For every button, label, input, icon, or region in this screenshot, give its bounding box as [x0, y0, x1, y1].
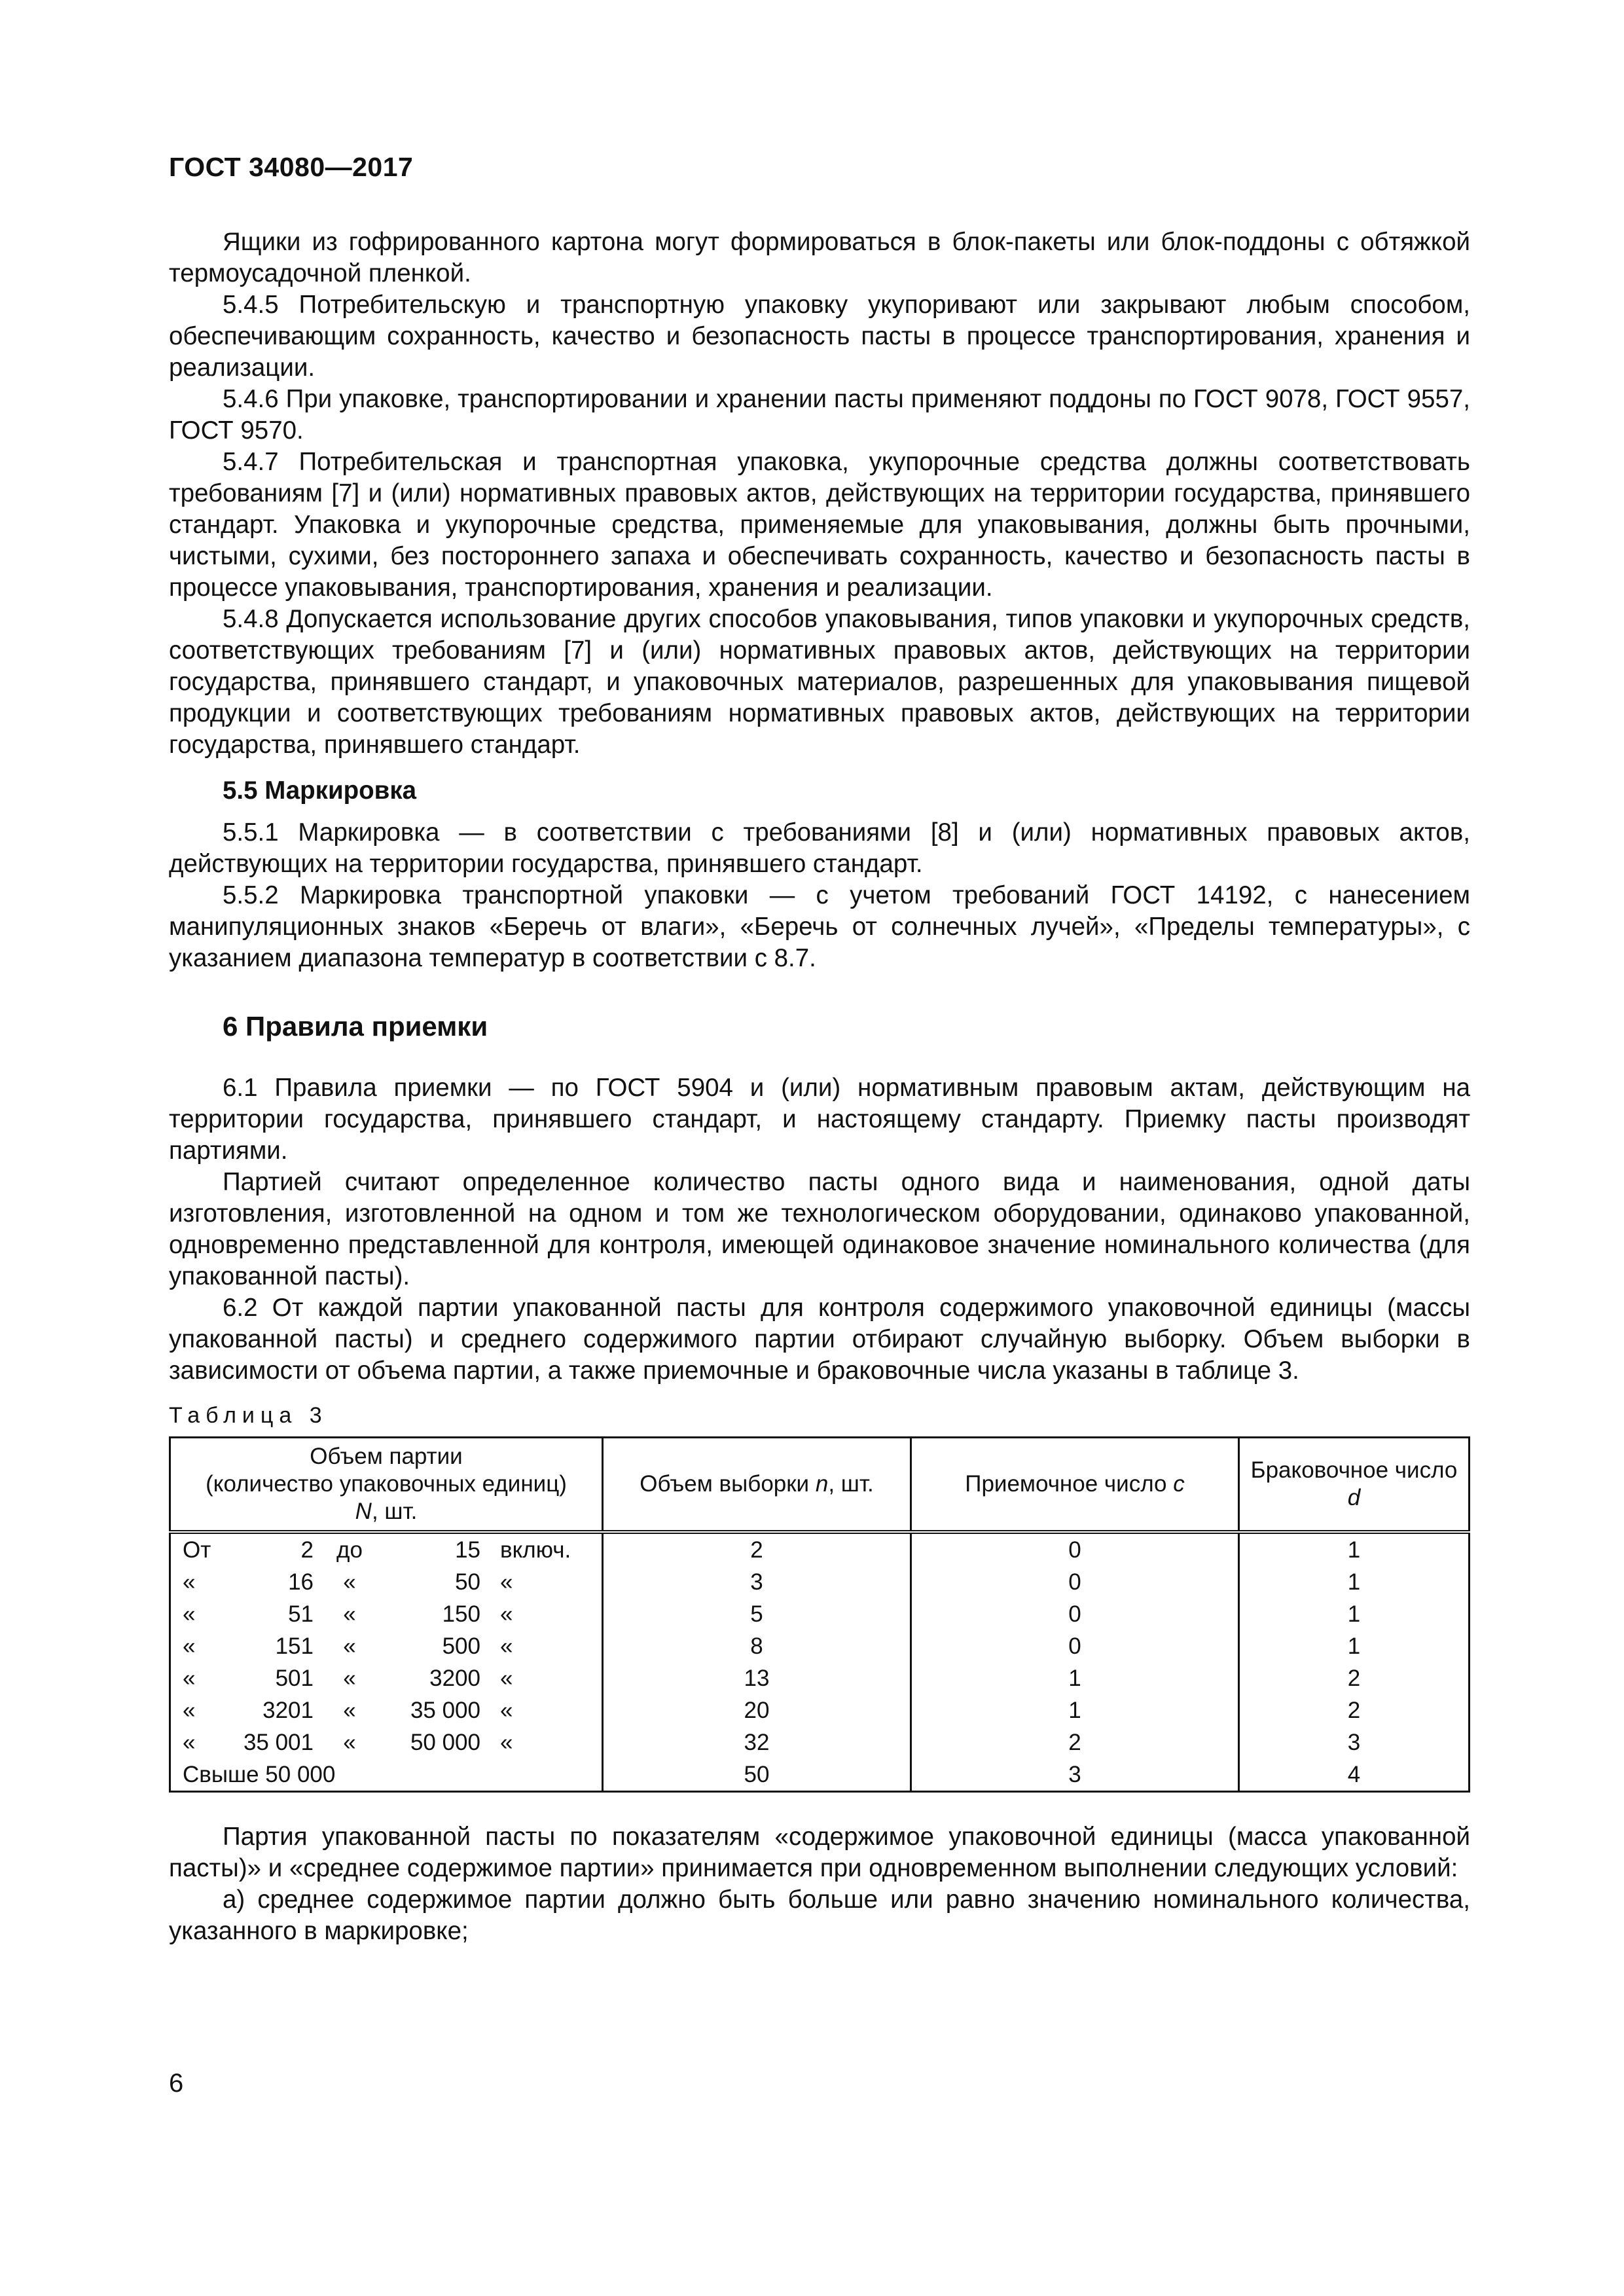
range-prefix: «	[183, 1601, 196, 1627]
range-prefix: От	[183, 1537, 211, 1563]
sample-size-cell: 32	[603, 1726, 911, 1758]
acceptance-cell: 0	[911, 1598, 1239, 1630]
sample-size-cell: 13	[603, 1662, 911, 1694]
sample-size-cell: 50	[603, 1758, 911, 1792]
acceptance-cell: 0	[911, 1532, 1239, 1566]
lot-range-cell	[170, 1694, 603, 1726]
range-from: 51	[288, 1601, 314, 1627]
header-rejection-var: d	[1347, 1485, 1361, 1510]
range-from: 3201	[262, 1698, 314, 1723]
table-row	[170, 1758, 1470, 1792]
range-to-word: «	[343, 1666, 356, 1691]
range-suffix: «	[500, 1569, 513, 1595]
rejection-cell: 2	[1239, 1662, 1470, 1694]
header-lot-size-var: N	[355, 1499, 372, 1524]
range-suffix: «	[500, 1601, 513, 1627]
range-suffix: «	[500, 1666, 513, 1691]
sample-size-cell: 2	[603, 1532, 911, 1566]
paragraph-6-2: 6.2 От каждой партии упакованной пасты для контроля содержимого упаковочной единицы (массы упакованной пасты) и среднего содержимого партии отбирают случайную выборку. Объем выборки в зависимости от объема партии, а также приемочные и браковочные числа указаны в таблице 3.	[169, 1294, 1470, 1385]
header-acceptance-text: Приемочное число	[965, 1471, 1174, 1497]
range-to: 15	[455, 1537, 480, 1563]
page-body	[169, 227, 1470, 1947]
acceptance-cell: 0	[911, 1630, 1239, 1662]
range-suffix: «	[500, 1633, 513, 1659]
sample-size-cell: 8	[603, 1630, 911, 1662]
paragraph-5-4-5: 5.4.5 Потребительскую и транспортную упаковку укупоривают или закрывают любым способом, обеспечивающим сохранность, качество и безопасность пасты в процессе транспортирования, хранения и реализации.	[169, 291, 1470, 382]
lot-range-cell	[170, 1532, 603, 1566]
range-prefix: «	[183, 1633, 196, 1659]
table-row	[170, 1662, 1470, 1694]
lot-range-cell	[170, 1598, 603, 1630]
header-acceptance-var: c	[1173, 1471, 1185, 1497]
range-prefix: «	[183, 1569, 196, 1595]
range-to-word: «	[343, 1569, 356, 1595]
paragraph-5-5-2: 5.5.2 Маркировка транспортной упаковки — с учетом требований ГОСТ 14192, с нанесением манипуляционных знаков «Беречь от влаги», «Беречь от солнечных лучей», «Пределы температуры», с указанием диапазона температур в соответствии с 8.7.	[169, 881, 1470, 972]
range-from: 151	[275, 1633, 314, 1659]
paragraph-acceptance-conditions: Партия упакованной пасты по показателям «содержимое упаковочной единицы (масса упакованной пасты)» и «среднее содержимое партии» принимается при одновременном выполнении следующих условий:	[169, 1823, 1470, 1882]
paragraph: Ящики из гофрированного картона могут формироваться в блок-пакеты или блок-поддоны с обтяжкой термоусадочной пленкой.	[169, 228, 1470, 287]
header-rejection-text: Браковочное число	[1250, 1457, 1458, 1483]
range-prefix: «	[183, 1730, 196, 1755]
range-to: 50 000	[410, 1730, 480, 1755]
header-lot-size-line1: Объем партии	[310, 1444, 463, 1469]
range-to: 150	[442, 1601, 480, 1627]
range-to-word: «	[343, 1698, 356, 1723]
rejection-cell: 2	[1239, 1694, 1470, 1726]
table-caption: Таблица 3	[169, 1403, 328, 1428]
sampling-table	[169, 1436, 1470, 1793]
lot-range-cell: Свыше 50 000	[170, 1758, 603, 1792]
range-to: 3200	[429, 1666, 480, 1691]
table-row	[170, 1566, 1470, 1598]
page-number: 6	[169, 2069, 184, 2098]
rejection-cell: 3	[1239, 1726, 1470, 1758]
range-from: 2	[300, 1537, 314, 1563]
paragraph-lot-definition: Партией считают определенное количество пасты одного вида и наименования, одной даты изготовления, изготовленной на одном и том же технологическом оборудовании, одинаково упакованной, одновременно представленной для контроля, имеющей одинаковое значение номинального количества (для упакованной пасты).	[169, 1168, 1470, 1290]
header-acceptance-number	[911, 1438, 1239, 1533]
table-row	[170, 1598, 1470, 1630]
paragraph-6-1: 6.1 Правила приемки — по ГОСТ 5904 и (или) нормативным правовым актам, действующим на территории государства, принявшего стандарт, и настоящему стандарту. Приемку пасты производят партиями.	[169, 1074, 1470, 1165]
lot-range-cell	[170, 1566, 603, 1598]
range-to-word: «	[343, 1730, 356, 1755]
range-suffix: «	[500, 1698, 513, 1723]
table-row	[170, 1726, 1470, 1758]
table-row	[170, 1694, 1470, 1726]
paragraph-5-4-6: 5.4.6 При упаковке, транспортировании и хранении пасты применяют поддоны по ГОСТ 9078, ГОСТ 9557, ГОСТ 9570.	[169, 385, 1470, 445]
document-header: ГОСТ 34080—2017	[169, 152, 414, 182]
paragraph-5-4-8: 5.4.8 Допускается использование других способов упаковывания, типов упаковки и укупорочных средств, соответствующих требованиям [7] и (или) нормативных правовых актов, действующих на территории государства, принявшего стандарт, и упаковочных материалов, разрешенных для упаковывания пищевой продукции и соответствующих требованиям нормативных правовых актов, действующих на территории государства, принявшего стандарт.	[169, 605, 1470, 759]
range-from: 501	[275, 1666, 314, 1691]
range-to-word: «	[343, 1633, 356, 1659]
range-from: 16	[288, 1569, 314, 1595]
range-prefix: «	[183, 1666, 196, 1691]
range-to: 50	[455, 1569, 480, 1595]
header-rejection-number	[1239, 1438, 1470, 1533]
section-heading-6: 6 Правила приемки	[223, 1011, 488, 1042]
header-lot-size	[170, 1438, 603, 1533]
acceptance-cell: 2	[911, 1726, 1239, 1758]
sample-size-cell: 5	[603, 1598, 911, 1630]
header-lot-size-unit: , шт.	[371, 1499, 418, 1524]
acceptance-cell: 1	[911, 1694, 1239, 1726]
rejection-cell: 4	[1239, 1758, 1470, 1792]
rejection-cell: 1	[1239, 1532, 1470, 1566]
range-prefix: «	[183, 1698, 196, 1723]
range-to-word: «	[343, 1601, 356, 1627]
range-suffix: включ.	[500, 1537, 571, 1563]
rejection-cell: 1	[1239, 1566, 1470, 1598]
sample-size-cell: 3	[603, 1566, 911, 1598]
lot-range-cell	[170, 1630, 603, 1662]
lot-range-cell	[170, 1726, 603, 1758]
rejection-cell: 1	[1239, 1598, 1470, 1630]
table-row	[170, 1532, 1470, 1566]
header-lot-size-line2: (количество упаковочных единиц)	[206, 1471, 567, 1497]
range-from: 35 001	[243, 1730, 314, 1755]
range-to: 500	[442, 1633, 480, 1659]
acceptance-cell: 3	[911, 1758, 1239, 1792]
acceptance-cell: 1	[911, 1662, 1239, 1694]
range-to: 35 000	[410, 1698, 480, 1723]
section-heading-5-5: 5.5 Маркировка	[223, 776, 417, 805]
header-sample-size-unit: , шт.	[828, 1471, 874, 1497]
header-sample-size-var: n	[815, 1471, 829, 1497]
sample-size-cell: 20	[603, 1694, 911, 1726]
range-to-word: до	[336, 1537, 363, 1563]
paragraph-5-5-1: 5.5.1 Маркировка — в соответствии с требованиями [8] и (или) нормативных правовых актов, действующих на территории государства, принявшего стандарт.	[169, 818, 1470, 878]
header-sample-size-text: Объем выборки	[640, 1471, 816, 1497]
paragraph-5-4-7: 5.4.7 Потребительская и транспортная упаковка, укупорочные средства должны соответствовать требованиям [7] и (или) нормативных правовых актов, действующих на территории государства, принявшего стандарт. Упаковка и укупорочные средства, применяемые для упаковывания, должны быть прочными, чистыми, сухими, без постороннего запаха и обеспечивать сохранность, качество и безопасность пасты в процессе упаковывания, транспортирования, хранения и реализации.	[169, 448, 1470, 602]
paragraph-condition-a: а) среднее содержимое партии должно быть больше или равно значению номинального количества, указанного в маркировке;	[169, 1886, 1470, 1945]
range-suffix: «	[500, 1730, 513, 1755]
table-row	[170, 1630, 1470, 1662]
rejection-cell: 1	[1239, 1630, 1470, 1662]
lot-range-cell	[170, 1662, 603, 1694]
acceptance-cell: 0	[911, 1566, 1239, 1598]
table-header-row	[170, 1438, 1470, 1533]
header-sample-size	[603, 1438, 911, 1533]
